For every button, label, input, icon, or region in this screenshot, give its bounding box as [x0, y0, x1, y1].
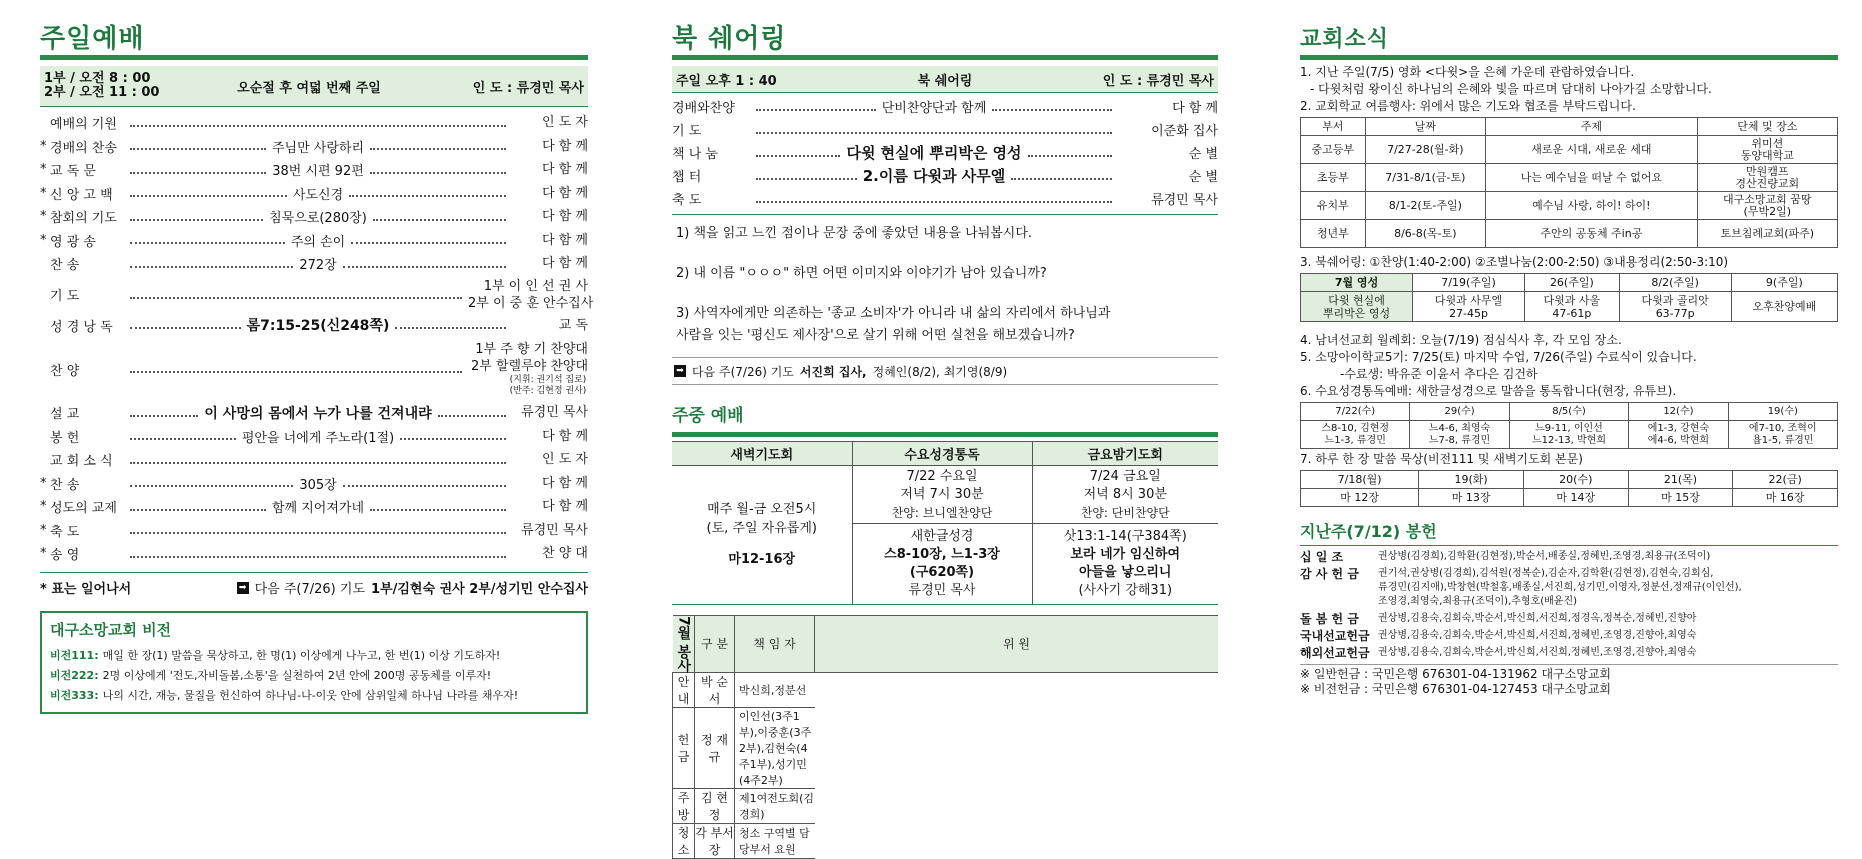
- arrow-right-box-icon: ➡: [237, 582, 249, 594]
- book-order-row: 축 도 류경민 목사: [672, 187, 1218, 210]
- standing-note: * 표는 일어나서: [40, 578, 131, 597]
- camp-row: 초등부 7/31-8/1(금-토) 나는 예수님을 떠날 수 없어요 만원캠프 경산진량교회: [1301, 164, 1838, 192]
- wed-top-cell: 7/22 수요일 저녁 7시 30분 찬양: 브니엘찬양단: [852, 466, 1032, 524]
- vision-list: [50, 646, 578, 706]
- dawn-cell: 매주 월-금 오전5시 (토, 주일 자유롭게) 마12-16장: [672, 466, 852, 604]
- fri-bottom-cell: 삿13:1-14(구384쪽) 보라 네가 임신하여 아들을 낳으리니 (사사기 강해31): [1032, 524, 1218, 604]
- next-prayer-label: 다음 주(7/26) 기도: [255, 578, 365, 597]
- offering-title: 지난주(7/12) 봉헌: [1300, 519, 1838, 546]
- accounts: ※ 일반헌금 : 국민은행 676301-04-131962 대구소망교회 ※ 비전헌금 : 국민은행 676301-04-127453 대구소망교회: [1300, 664, 1838, 697]
- worship-column: [40, 0, 588, 837]
- book-leader: 인 도 : 류경민 목사: [1074, 70, 1214, 89]
- worship-title: 주일예배: [40, 0, 588, 60]
- vision-box: [40, 611, 588, 714]
- worship-order-list: [40, 107, 588, 566]
- book-order-row: 기 도 이준화 집사: [672, 118, 1218, 141]
- worship-order-row: * 성도의 교제 함께 지어져가네 다 함 께: [40, 495, 588, 519]
- book-order-row: 경배와찬양 단비찬양단과 함께 다 함 께: [672, 95, 1218, 118]
- question-item: 3) 사역자에게만 의존하는 '종교 소비자'가 아니라 내 삶의 자리에서 하나님과 사람을 잇는 '평신도 제사장'으로 살기 위해 어떤 실천을 해보겠습니까?: [676, 303, 1218, 347]
- vision-item: 비전111: 매일 한 장(1) 말씀을 묵상하고, 한 명(1) 이상에게 나누고, 한 번(1) 이상 기도하자!: [50, 646, 578, 666]
- offering-row: 국내선교헌금 권상병,김용숙,김회숙,박순서,박신희,서진희,정혜빈,조영경,진향아,최영숙: [1300, 629, 1838, 643]
- reading-table: 7/22(수) 29(수) 8/5(수) 12(수) 19(수) 스8-10, 김현정 느1-3, 류경민 느4-6, 최영숙 느7-8, 류경민 느9-11, 이인선 느12-13, 박현희 에1-3, 강현숙 에4-6, 박현희 에7-10, 조혁이 욥1-5, 류경민: [1300, 402, 1838, 449]
- servers-row: 안 내 박 순 서 박신희,정분선: [673, 673, 1219, 708]
- worship-order-row: * 영 광 송 주의 손이 다 함 께: [40, 229, 588, 253]
- camp-row: 청년부 8/6-8(목-토) 주안의 공동체 주in공 토브침례교회(파주): [1301, 220, 1838, 248]
- camp-row: 유치부 8/1-2(토-주일) 예수님 사랑, 하이! 하이! 대구소망교회 꿈땅 (무박2일): [1301, 192, 1838, 220]
- book-column: [672, 0, 1218, 837]
- worship-order-row: * 축 도 류경민 목사: [40, 519, 588, 543]
- arrow-right-box-icon: ➡: [674, 365, 686, 377]
- worship-order-row: 기 도 1부 이 인 선 권 사 2부 이 중 훈 안수집사: [40, 276, 588, 314]
- worship-season: 오순절 후 여덟 번째 주일: [164, 77, 454, 96]
- worship-order-row: 설 교 이 사망의 몸에서 누가 나를 건져내랴 류경민 목사: [40, 401, 588, 425]
- worship-order-row: 교 회 소 식 인 도 자: [40, 448, 588, 472]
- worship-order-row: * 신 앙 고 백 사도신경 다 함 께: [40, 182, 588, 206]
- wed-bottom-cell: 새한글성경 스8-10장, 느1-3장 (구620쪽) 류경민 목사: [852, 524, 1032, 604]
- worship-order-row: 예배의 기원 인 도 자: [40, 111, 588, 135]
- fri-top-cell: 7/24 금요일 저녁 8시 30분 찬양: 단비찬양단: [1032, 466, 1218, 524]
- offering-row: 돌 봄 헌 금 권상병,김용숙,김회숙,박순서,박신희,서진희,정경옥,정복순,정혜빈,진향아: [1300, 612, 1838, 626]
- servers-table: 7월 봉사 구 분 책 임 자 위 원 안 내 박 순 서 박신희,정분선 헌 금 정 재 규 이인선(3주1부),이중훈(3주2부),김현숙(4주1부),성기민(4주2부) 주 방 김 현 정 제1여전도회(김경희) 청 소 각 부서장 청소 구역별 담당부서 요원: [672, 615, 1218, 859]
- vision-item: 비전222: 2명 이상에게 '전도,자비돌봄,소통'을 실천하여 2년 안에 200명 공동체를 이루자!: [50, 666, 578, 686]
- worship-footer: [40, 573, 588, 603]
- daily-table: 7/18(월) 19(화) 20(수) 21(목) 22(금) 마 12장 마 13장 마 14장 마 15장 마 16장: [1300, 470, 1838, 507]
- weekday-title: 주중 예배: [672, 401, 1218, 437]
- book-questions: [672, 215, 1218, 347]
- worship-order-row: * 송 영 찬 양 대: [40, 542, 588, 566]
- camp-table: 부서 날짜 주제 단체 및 장소 중고등부 7/27-28(월-화) 새로운 시대, 새로운 세대 위미션 동양대학교 초등부 7/31-8/1(금-토) 나는 예수님을 떠날 수 없어요 만원캠프 경산진량교회 유치부 8/1-2(토-주일) 예수님 사랑, 하이! 하이! 대구소망교회 꿈땅 (무박2일) 청년부 8/6-8(목-토) 주안의 공동체 주in공 토브침례교회(파주): [1300, 117, 1838, 248]
- offering-row: 해외선교헌금 권상병,김용숙,김회숙,박순서,박신희,서진희,정혜빈,조영경,진향아,최영숙: [1300, 646, 1838, 660]
- book-order-row: 챕 터 2.이름 다윗과 사무엘 순 별: [672, 164, 1218, 187]
- offering-row: 감 사 헌 금 권기석,권상병(김경희),김석원(정복순),김순자,김학환(김현정),김현숙,김회심, 류경민(김지애),박창현(박철홍,배종실,서진희,성기민,이영자,정분선,정재규(이인선), 조영경,최영숙,최용규(조덕이),추형호(배윤진): [1300, 567, 1838, 609]
- camp-row: 중고등부 7/27-28(월-화) 새로운 시대, 새로운 세대 위미션 동양대학교: [1301, 136, 1838, 164]
- news-title: 교회소식: [1300, 0, 1838, 60]
- book-schedule-table: 7월 영성 7/19(주일) 26(주일) 8/2(주일) 9(주일) 다윗 현실에 뿌리박은 영성 다윗과 사무엘 27-45p 다윗과 사울 47-61p 다윗과 골리앗 63-77p 오후찬양예배: [1300, 273, 1838, 322]
- worship-order-row: * 경배의 찬송 주님만 사랑하리 다 함 께: [40, 135, 588, 159]
- servers-row: 헌 금 정 재 규 이인선(3주1부),이중훈(3주2부),김현숙(4주1부),성기민(4주2부): [673, 708, 1219, 789]
- worship-header-bar: [40, 66, 588, 106]
- worship-order-row: * 참회의 기도 침묵으로(280장) 다 함 께: [40, 205, 588, 229]
- servers-side-label: 7월 봉사: [673, 615, 695, 673]
- vision-title: 대구소망교회 비전: [50, 619, 578, 640]
- servers-row: 청 소 각 부서장 청소 구역별 담당부서 요원: [673, 824, 1219, 859]
- book-time: 주일 오후 1 : 40: [676, 70, 816, 89]
- vision-item: 비전333: 나의 시간, 재능, 물질을 헌신하여 하나님-나-이웃 안에 삼위일체 하나님 나라를 채우자!: [50, 686, 578, 706]
- book-order-list: [672, 93, 1218, 210]
- book-header-bar: [672, 66, 1218, 92]
- next-prayer-names: 1부/김현숙 권사 2부/성기민 안수집사: [371, 578, 588, 597]
- worship-order-row: * 찬 송 305장 다 함 께: [40, 472, 588, 496]
- worship-order-row: 찬 송 272장 다 함 께: [40, 252, 588, 276]
- worship-order-row: 봉 헌 평안을 너에게 주노라(1절) 다 함 께: [40, 425, 588, 449]
- worship-leader: 인 도 : 류경민 목사: [454, 77, 584, 96]
- book-title: 북 쉐어링: [672, 0, 1218, 60]
- servers-row: 주 방 김 현 정 제1여전도회(김경희): [673, 789, 1219, 824]
- offering-list: [1300, 546, 1838, 660]
- book-next-prayer: ➡ 다음 주(7/26) 기도 서진희 집사, 정혜인(8/2), 최기영(8/9): [672, 358, 1218, 384]
- question-item: 2) 내 이름 "ㅇㅇㅇ" 하면 어떤 이미지와 이야기가 남아 있습니까?: [676, 263, 1218, 285]
- worship-order-row: 찬 양 1부 주 향 기 찬양대 2부 할렐루야 찬양대 (지휘: 권기석 집로) (반주: 김현정 권사): [40, 337, 588, 401]
- offering-row: 십 일 조 권상병(김경희),김학환(김현정),박순서,배종실,정혜빈,조영경,최용규(조덕이): [1300, 550, 1838, 564]
- worship-times: 1부 / 오전 8 : 00 2부 / 오전 11 : 00: [44, 72, 164, 100]
- worship-order-row: * 교 독 문 38번 시편 92편 다 함 께: [40, 158, 588, 182]
- book-name: 북 쉐어링: [816, 70, 1074, 89]
- news-body: 1. 지난 주일(7/5) 영화 <다윗>을 은혜 가운데 관람하였습니다. - 다윗처럼 왕이신 하나님의 은혜와 빛을 따르며 담대히 나아가길 소망합니다. 2. 교회학교 여름행사: 위에서 많은 기도와 협조를 부탁드립니다. 부서 날짜 주제 단체 및 장소 중고등부 7/27-28(월-화) 새로운 시대, 새로운 세대 위미션 동양대학교 초등부 7/31-8/1(금-토) 나는 예수님을 떠날 수 없어요 만원캠프 경산진량교회 유치부 8/1-2(토-주일) 예수님 사랑, 하이! 하이! 대구소망교회 꿈땅 (무박2일) 청년부 8/6-8(목-토) 주안의 공동체 주in공 토브침례교회(파주) 3. 북쉐어링: ①찬양(1:40-2:00) ②조별나눔(2:00-2:50) ③내용정리(2:50-3:10) 7월 영성 7/19(주일) 26(주일) 8/2(주일) 9(주일) 다윗 현실에 뿌리박은 영성 다윗과 사무엘 27-45p 다윗과 사울 47-61p 다윗과 골리앗 63-77p 오후찬양예배 4. 남녀선교회 월례회: 오늘(7/19) 점심식사 후, 각 모임 장소. 5. 소망아이학교5기: 7/25(토) 마지막 수업, 7/26(주일) 수료식이 있습니다. -수료생: 박유준 이윤서 추다은 김건하 6. 수요성경통독예배: 새한글성경으로 말씀을 통독합니다(현장, 유튜브). 7/22(수) 29(수) 8/5(수) 12(수) 19(수) 스8-10, 김현정 느1-3, 류경민 느4-6, 최영숙 느7-8, 류경민 느9-11, 이인선 느12-13, 박현희 에1-3, 강현숙 에4-6, 박현희 에7-10, 조혁이 욥1-5, 류경민 7. 하루 한 장 말씀 묵상(비전111 및 새벽기도회 본문) 7/18(월) 19(화) 20(수) 21(목) 22(금) 마 12장 마 13장 마 14장 마 15장 마 16장: [1300, 60, 1838, 507]
- news-column: [1300, 0, 1838, 837]
- weekday-table: 새벽기도회 수요성경통독 금요밤기도회 매주 월-금 오전5시 (토, 주일 자유롭게) 마12-16장 7/22 수요일 저녁 7시 30분 찬양: 브니엘찬양단 7/24 금요일 저녁 8시 30분 찬양: 단비찬양단 새한글성경 스8-10장, 느1-3장 (구620쪽) 류경민 목사 삿13:1-14(구384쪽) 보라 네가 임신하여 아들을 낳으리니 (사사기 강해31): [672, 441, 1218, 604]
- question-item: 1) 책을 읽고 느낀 점이나 문장 중에 좋았던 내용을 나눠봅시다.: [676, 223, 1218, 245]
- book-order-row: 책 나 눔 다윗 현실에 뿌리박은 영성 순 별: [672, 141, 1218, 164]
- worship-order-row: 성 경 낭 독 롬7:15-25(신248쪽) 교 독: [40, 314, 588, 338]
